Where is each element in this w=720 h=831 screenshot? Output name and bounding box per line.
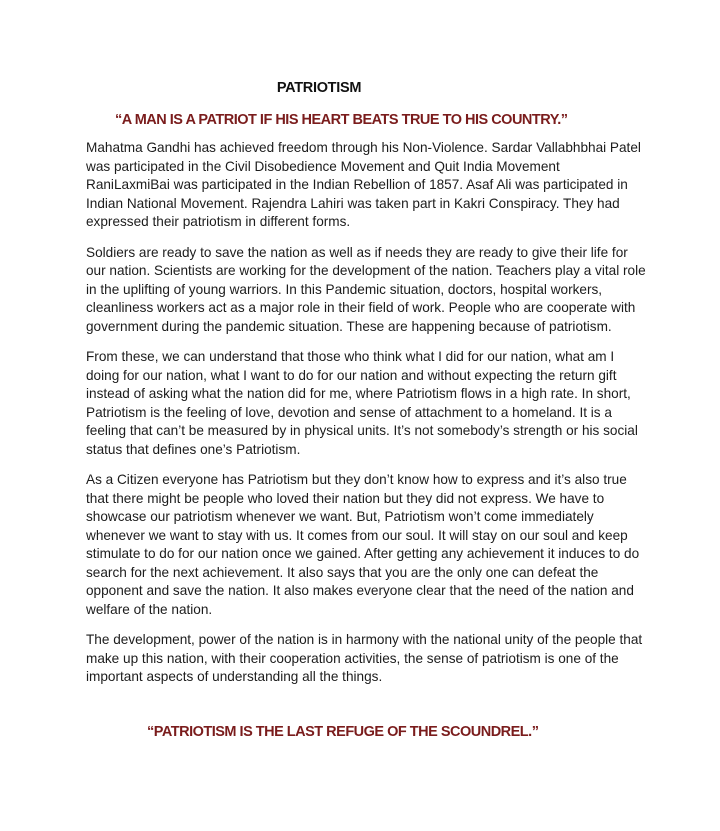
- document-body: [86, 139, 646, 699]
- paragraph-3: From these, we can understand that those who think what I did for our nation, what am I doing for our nation, what I want to do for our nation and without expecting the return gift instead of asking what the nation did for me, where Patriotism flows in a high rate. In short, Patriotism is the feeling of love, devotion and sense of attachment to a homeland. It is a feeling that can’t be measured by in physical units. It’s not somebody’s strength or his social status that defines one’s Patriotism.: [86, 349, 638, 457]
- closing-quote: “PATRIOTISM IS THE LAST REFUGE OF THE SCOUNDREL.”: [147, 724, 539, 740]
- paragraph-5: The development, power of the nation is in harmony with the national unity of the people that make up this nation, with their cooperation activities, the sense of patriotism is one of the important aspects of understanding all the things.: [86, 632, 643, 684]
- opening-quote: “A MAN IS A PATRIOT IF HIS HEART BEATS TRUE TO HIS COUNTRY.”: [115, 112, 568, 128]
- paragraph-2: Soldiers are ready to save the nation as well as if needs they are ready to give their life for our nation. Scientists are working for the development of the nation. Teachers play a vital role in the uplifting of young warriors. In this Pandemic situation, doctors, hospital workers, cleanliness workers act as a major role in their field of work. People who are cooperate with government during the pandemic situation. These are happening because of patriotism.: [86, 244, 646, 334]
- paragraph-4: As a Citizen everyone has Patriotism but they don’t know how to express and it’s also true that there might be people who loved their nation but they did not express. We have to showcase our patriotism whenever we want. But, Patriotism won’t come immediately whenever we want to stay with us. It comes from our soul. It will stay on our soul and keep stimulate to do for our nation once we gained. After getting any achievement it induces to do search for the next achievement. It also says that you are the only one can defeat the opponent and save the nation. It also makes everyone clear that the need of the nation and welfare of the nation.: [86, 472, 640, 617]
- document-title: PATRIOTISM: [276, 80, 362, 96]
- paragraph-1: Mahatma Gandhi has achieved freedom through his Non-Violence. Sardar Vallabhbhai Patel was participated in the Civil Disobedience Movement and Quit India Movement RaniLaxmiBai was participated in the Indian Rebellion of 1857. Asaf Ali was participated in Indian National Movement. Rajendra Lahiri was taken part in Kakri Conspiracy. They had expressed their patriotism in different forms.: [86, 140, 641, 229]
